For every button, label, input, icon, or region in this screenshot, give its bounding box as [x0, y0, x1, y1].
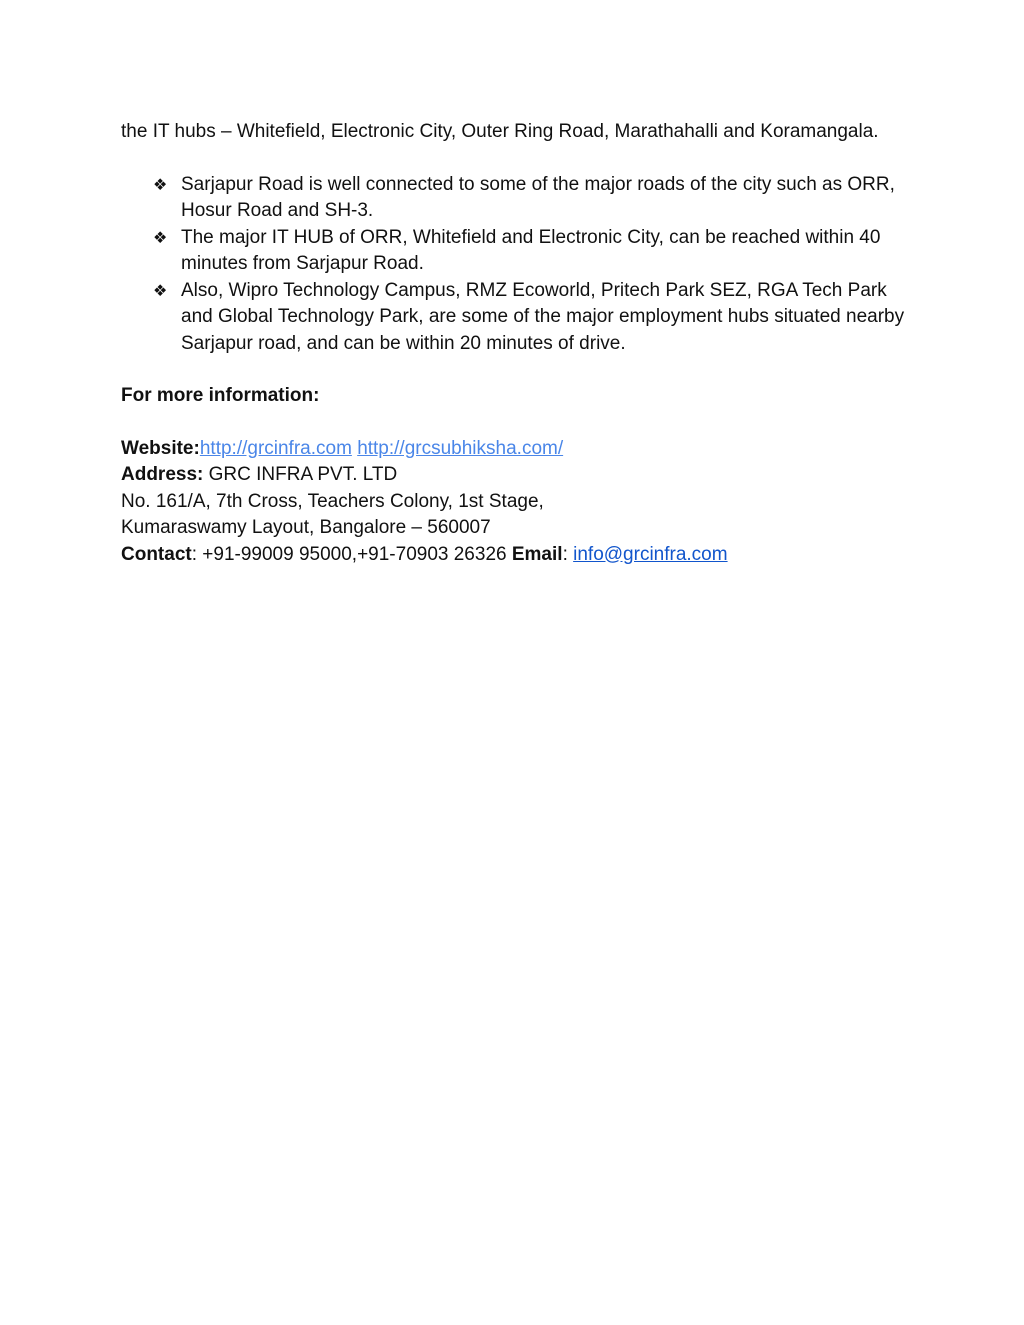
diamond-bullet-icon: ❖: [153, 227, 168, 247]
bullet-item: [153, 225, 911, 278]
diamond-bullet-icon: ❖: [153, 174, 168, 194]
contact-label: Contact: [121, 543, 192, 565]
diamond-bullet-icon: ❖: [153, 280, 168, 300]
website-link-grcinfra[interactable]: http://grcinfra.com: [199, 437, 352, 459]
bullet-item: [153, 278, 911, 358]
bullet-list: [121, 172, 911, 358]
email-label: Email: [511, 543, 563, 565]
intro-paragraph: [121, 119, 911, 146]
address-street: No. 161/A, 7th Cross, Teachers Colony, 1st Stage,: [121, 490, 544, 512]
website-link-grcsubhiksha[interactable]: http://grcsubhiksha.com/: [357, 437, 564, 459]
email-separator: :: [562, 543, 574, 565]
address-label: Address:: [121, 464, 204, 485]
bullet-text: Sarjapur Road is well connected to some of the major roads of the city such as ORR, Hosur Road and SH-3.: [181, 173, 895, 221]
address-city: Kumaraswamy Layout, Bangalore – 560007: [121, 517, 491, 538]
address-line: [121, 462, 911, 489]
document-page: [121, 119, 911, 568]
bullet-text: The major IT HUB of ORR, Whitefield and Electronic City, can be reached within 40 minutes from Sarjapur Road.: [181, 226, 881, 274]
bullet-text: Also, Wipro Technology Campus, RMZ Ecoworld, Pritech Park SEZ, RGA Tech Park and Global Technology Park, are some of the major employment hubs situated nearby Sarjapur road, and can be within 20 minutes of drive.: [181, 279, 905, 354]
website-label: Website:: [121, 437, 200, 459]
contact-phones: : +91-99009 95000,+91-70903 26326: [191, 543, 512, 565]
intro-text: the IT hubs – Whitefield, Electronic City, Outer Ring Road, Marathahalli and Koramangala.: [121, 121, 879, 142]
email-link[interactable]: info@grcinfra.com: [573, 543, 728, 565]
contact-line: [121, 542, 911, 569]
more-info-heading: For more information:: [121, 385, 320, 406]
address-company: GRC INFRA PVT. LTD: [203, 464, 398, 485]
website-line: [121, 436, 911, 463]
contact-block: [121, 436, 911, 569]
bullet-item: [153, 172, 911, 225]
